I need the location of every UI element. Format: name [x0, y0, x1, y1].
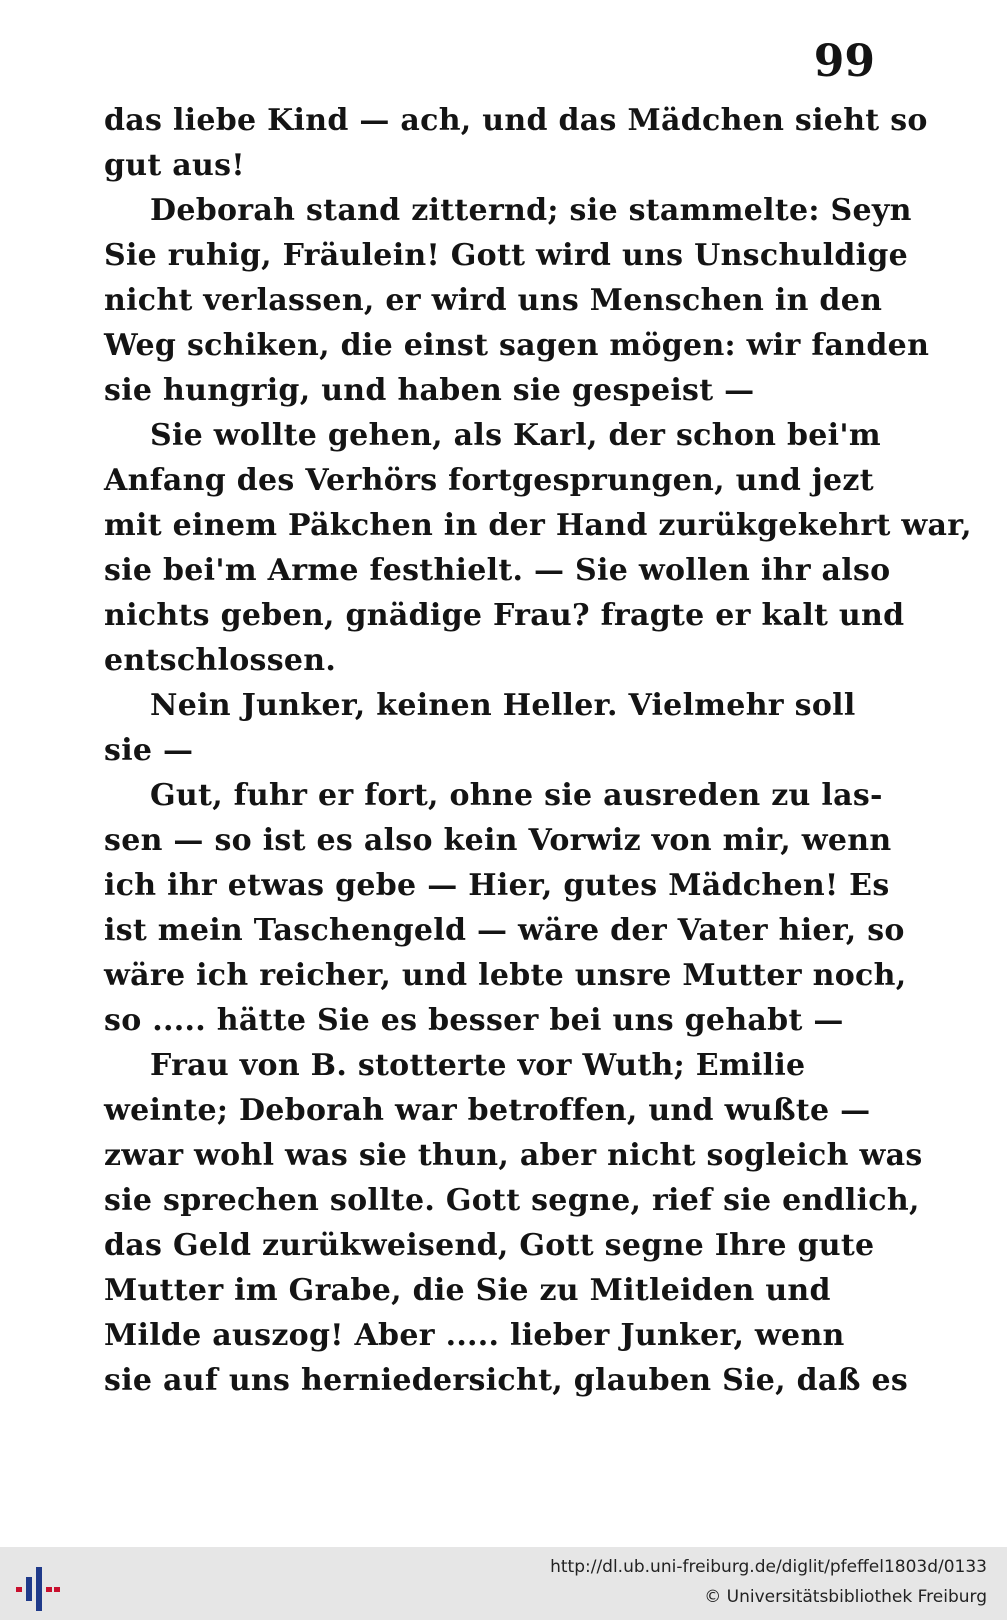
- text-line: nicht verlassen, er wird uns Menschen in den: [104, 283, 883, 318]
- text-line: Mutter im Grabe, die Sie zu Mitleiden und: [104, 1273, 831, 1308]
- text-line: Nein Junker, keinen Heller. Vielmehr soll: [150, 688, 856, 723]
- text-line: mit einem Päkchen in der Hand zurükgekehrt war,: [104, 508, 972, 543]
- text-line: ist mein Taschengeld — wäre der Vater hier, so: [104, 913, 905, 948]
- text-line: sie —: [104, 733, 194, 768]
- text-line: Anfang des Verhörs fortgesprungen, und jezt: [104, 463, 874, 498]
- body-text: [104, 98, 972, 1403]
- text-line: sie auf uns herniedersicht, glauben Sie, daß es: [104, 1363, 909, 1398]
- page-number: 99: [813, 36, 875, 87]
- text-line: Sie wollte gehen, als Karl, der schon bei'm: [150, 418, 881, 453]
- text-line: gut aus!: [104, 148, 245, 183]
- text-line: sie bei'm Arme festhielt. — Sie wollen ihr also: [104, 553, 891, 588]
- text-line: sie sprechen sollte. Gott segne, rief sie endlich,: [104, 1183, 920, 1218]
- library-logo-icon[interactable]: [12, 1557, 64, 1613]
- text-line: Deborah stand zitternd; sie stammelte: Seyn: [150, 193, 912, 228]
- text-line: das liebe Kind — ach, und das Mädchen sieht so: [104, 103, 928, 138]
- text-line: zwar wohl was sie thun, aber nicht sogleich was: [104, 1138, 923, 1173]
- text-line: sen — so ist es also kein Vorwiz von mir, wenn: [104, 823, 892, 858]
- text-line: Frau von B. stotterte vor Wuth; Emilie: [150, 1048, 806, 1083]
- text-line: entschlossen.: [104, 643, 337, 678]
- text-line: sie hungrig, und haben sie gespeist —: [104, 373, 755, 408]
- text-line: nichts geben, gnädige Frau? fragte er kalt und: [104, 598, 905, 633]
- text-line: das Geld zurükweisend, Gott segne Ihre gute: [104, 1228, 875, 1263]
- text-line: Weg schiken, die einst sagen mögen: wir fanden: [104, 328, 930, 363]
- footer-bar: [0, 1547, 1007, 1620]
- text-line: ich ihr etwas gebe — Hier, gutes Mädchen! Es: [104, 868, 890, 903]
- footer-url-link[interactable]: http://dl.ub.uni-freiburg.de/diglit/pfeffel1803d/0133: [550, 1557, 987, 1577]
- text-line: wäre ich reicher, und lebte unsre Mutter noch,: [104, 958, 907, 993]
- text-line: Gut, fuhr er fort, ohne sie ausreden zu las-: [150, 778, 883, 813]
- text-line: Milde auszog! Aber ..... lieber Junker, wenn: [104, 1318, 845, 1353]
- footer-copyright: © Universitätsbibliothek Freiburg: [704, 1587, 987, 1607]
- text-line: weinte; Deborah war betroffen, und wußte —: [104, 1093, 871, 1128]
- text-line: so ..... hätte Sie es besser bei uns gehabt —: [104, 1003, 844, 1038]
- text-line: Sie ruhig, Fräulein! Gott wird uns Unschuldige: [104, 238, 908, 273]
